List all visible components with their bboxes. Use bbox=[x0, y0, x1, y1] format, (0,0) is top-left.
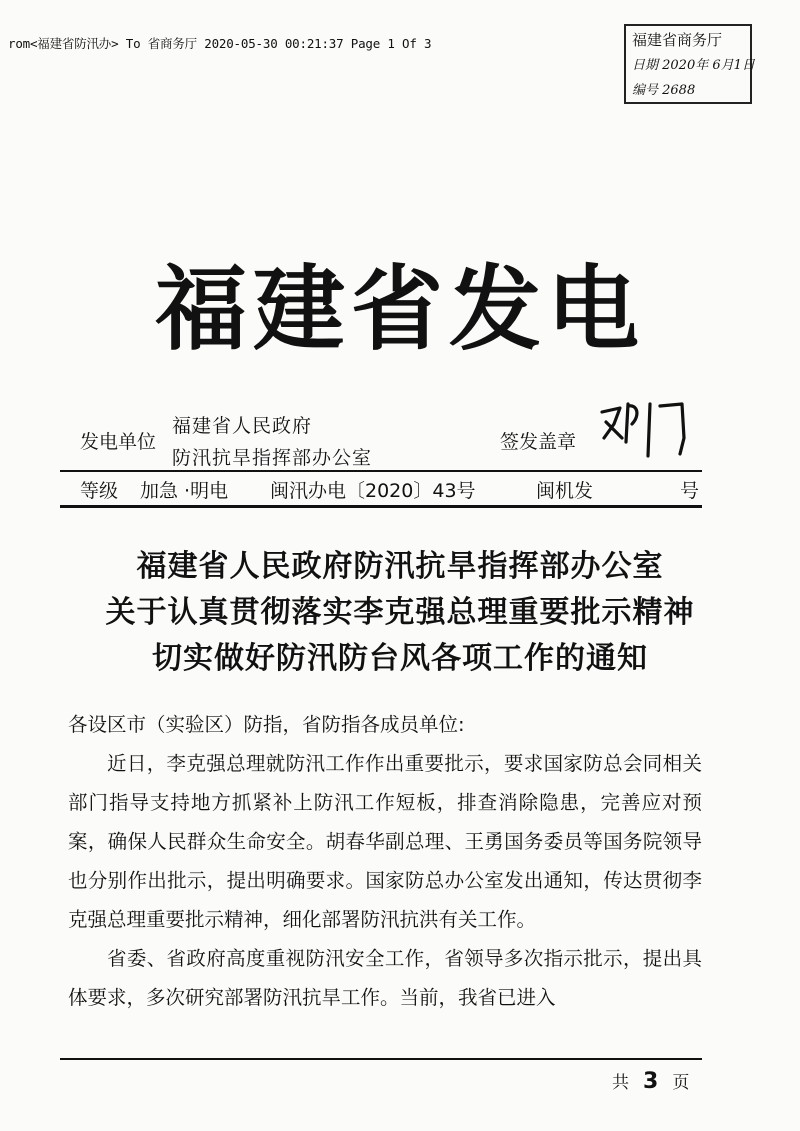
doc-number: 闽汛办电〔2020〕43号 bbox=[270, 480, 476, 502]
receipt-stamp bbox=[624, 24, 755, 104]
page-total-prefix: 共 bbox=[612, 1073, 629, 1093]
sender-line2: 防汛抗旱指挥部办公室 bbox=[172, 447, 373, 469]
notice-title-line2: 关于认真贯彻落实李克强总理重要批示精神 bbox=[105, 595, 695, 630]
paragraph-1: 近日，李克强总理就防汛工作作出重要批示，要求国家防总会同相关部门指导支持地方抓紧补上防汛工作短板，排查消除隐患，完善应对预案，确保人民群众生命安全。胡春华副总理、王勇国务委员等国务院领导也分别作出批示，提出明确要求。国家防总办公室发出通知，传达贯彻李克强总理重要批示精神，细化部署防汛抗洪有关工作。 bbox=[68, 752, 702, 931]
notice-title-line3: 切实做好防汛防台风各项工作的通知 bbox=[152, 641, 648, 676]
notice-body bbox=[68, 705, 702, 1017]
page-total bbox=[612, 1068, 689, 1094]
footer-rule bbox=[60, 1058, 702, 1060]
stamp-org: 福建省商务厅 bbox=[632, 31, 723, 49]
header-rule-bottom bbox=[60, 505, 702, 508]
page-total-number: 3 bbox=[643, 1069, 659, 1094]
page-total-suffix: 页 bbox=[672, 1073, 690, 1093]
fax-transmission-header: rom<福建省防汛办> To 省商务厅 2020-05-30 00:21:37 Page 1 Of 3 bbox=[8, 36, 432, 51]
grade-value: 加急 ·明电 bbox=[140, 480, 229, 502]
stamp-date: 日期 2020年 6月1日 bbox=[632, 58, 755, 73]
notice-title-line1: 福建省人民政府防汛抗旱指挥部办公室 bbox=[136, 549, 664, 584]
paragraph-2: 省委、省政府高度重视防汛安全工作，省领导多次指示批示，提出具体要求，多次研究部署防汛抗旱工作。当前，我省已进入 bbox=[68, 947, 702, 1009]
header-rule-top bbox=[60, 470, 702, 472]
main-title: 福建省发电 bbox=[154, 255, 645, 363]
grade-label: 等级 bbox=[80, 480, 119, 502]
machine-label: 闽机发 bbox=[536, 480, 594, 502]
signer-label: 签发盖章 bbox=[500, 431, 577, 453]
salutation: 各设区市（实验区）防指，省防指各成员单位: bbox=[68, 713, 465, 736]
machine-suffix: 号 bbox=[680, 480, 700, 502]
handwritten-signature bbox=[598, 398, 690, 462]
sender-line1: 福建省人民政府 bbox=[172, 415, 313, 437]
grade-row bbox=[66, 476, 706, 502]
sender-label: 发电单位 bbox=[80, 431, 157, 453]
stamp-number: 编号 2688 bbox=[632, 83, 696, 98]
